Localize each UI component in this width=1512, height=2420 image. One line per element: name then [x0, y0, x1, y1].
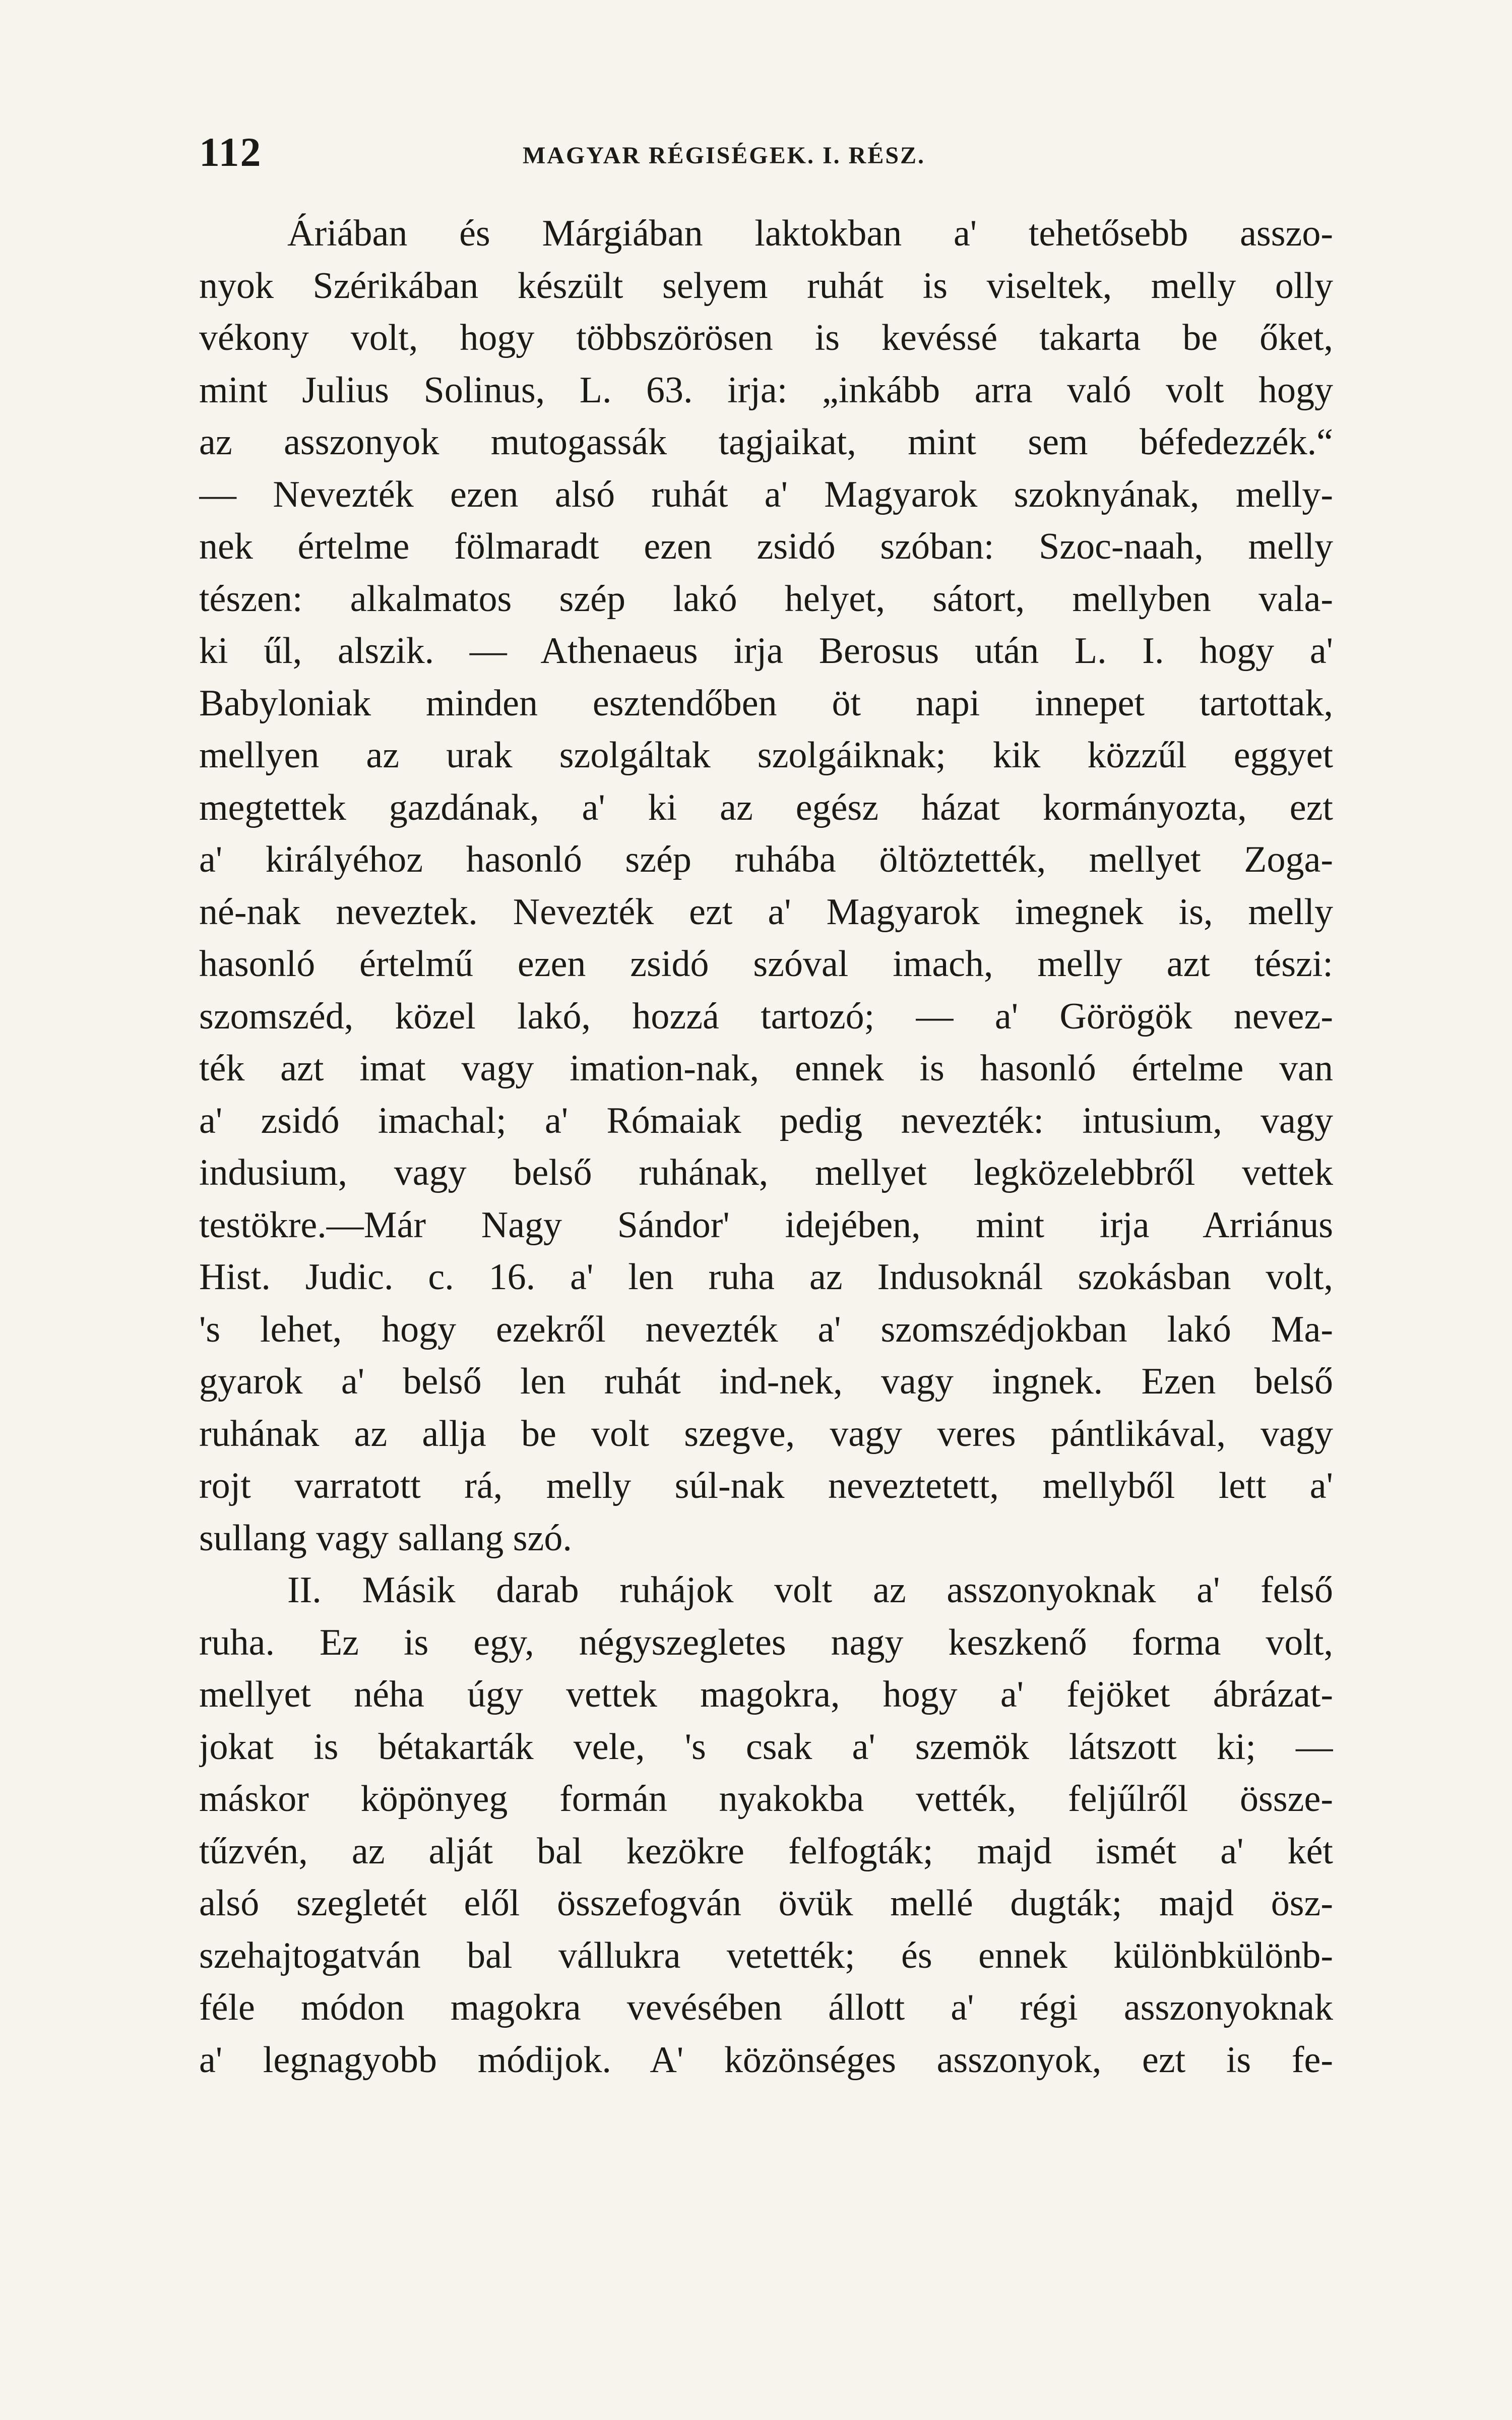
text-line: ték azt imat vagy imation-nak, ennek is hasonló értelme van	[199, 1048, 1333, 1089]
text-line: ki űl, alszik. — Athenaeus irja Berosus után L. I. hogy a'	[199, 630, 1333, 672]
text-line: megtettek gazdának, a' ki az egész házat kormányozta, ezt	[199, 786, 1333, 828]
page-number: 112	[199, 129, 262, 175]
text-line: alsó szegletét elől összefogván övük mellé dugták; majd ösz-	[199, 1883, 1333, 1924]
text-line: ruha. Ez is egy, négyszegletes nagy keszkenő forma volt,	[199, 1621, 1333, 1663]
text-line: vékony volt, hogy többszörösen is kevéssé takarta be őket,	[199, 317, 1333, 358]
page-header	[199, 129, 1358, 184]
text-line: mellyen az urak szolgáltak szolgáiknak; kik közzűl eggyet	[199, 735, 1333, 776]
text-line: máskor köpönyeg formán nyakokba vették, feljűlről össze-	[199, 1778, 1333, 1820]
text-line: féle módon magokra vevésében állott a' régi asszonyoknak	[199, 1987, 1333, 2028]
text-line: rojt varratott rá, melly súl-nak neveztetett, mellyből lett a'	[199, 1465, 1333, 1506]
text-line: Hist. Judic. c. 16. a' len ruha az Indusoknál szokásban volt,	[199, 1256, 1333, 1298]
text-line: mellyet néha úgy vettek magokra, hogy a' fejöket ábrázat-	[199, 1674, 1333, 1715]
text-line: — Nevezték ezen alsó ruhát a' Magyarok szoknyának, melly-	[199, 473, 1333, 515]
text-line: jokat is bétakarták vele, 's csak a' szemök látszott ki; —	[199, 1726, 1333, 1768]
text-line: né-nak neveztek. Nevezték ezt a' Magyarok imegnek is, melly	[199, 891, 1333, 933]
text-line: tűzvén, az alját bal kezökre felfogták; majd ismét a' két	[199, 1830, 1333, 1872]
text-line: szehajtogatván bal vállukra vetették; és ennek különbkülönb-	[199, 1934, 1333, 1976]
text-line: nyok Szérikában készült selyem ruhát is viseltek, melly olly	[199, 265, 1333, 307]
text-line: hasonló értelmű ezen zsidó szóval imach, melly azt tészi:	[199, 943, 1333, 985]
text-line: mint Julius Solinus, L. 63. irja: „inkább arra való volt hogy	[199, 369, 1333, 411]
text-line: tészen: alkalmatos szép lakó helyet, sátort, mellyben vala-	[199, 578, 1333, 620]
text-line: ruhának az allja be volt szegve, vagy veres pántlikával, vagy	[199, 1413, 1333, 1455]
text-line: a' legnagyobb módijok. A' közönséges asszonyok, ezt is fe-	[199, 2039, 1333, 2081]
body-text	[199, 208, 1333, 2086]
text-line: az asszonyok mutogassák tagjaikat, mint sem béfedezzék.“	[199, 421, 1333, 463]
text-line: gyarok a' belső len ruhát ind-nek, vagy ingnek. Ezen belső	[199, 1361, 1333, 1402]
running-head: MAGYAR RÉGISÉGEK. I. RÉSZ.	[523, 142, 926, 169]
text-line: szomszéd, közel lakó, hozzá tartozó; — a' Görögök nevez-	[199, 995, 1333, 1037]
text-line: Áriában és Márgiában laktokban a' tehetősebb asszo-	[287, 213, 1333, 254]
text-line: 's lehet, hogy ezekről nevezték a' szomszédjokban lakó Ma-	[199, 1308, 1333, 1350]
text-line: a' zsidó imachal; a' Rómaiak pedig nevezték: intusium, vagy	[199, 1100, 1333, 1141]
text-line: testökre.—Már Nagy Sándor' idejében, mint irja Arriánus	[199, 1204, 1333, 1246]
text-line: sullang vagy sallang szó.	[199, 1517, 572, 1559]
text-line: Babyloniak minden esztendőben öt napi innepet tartottak,	[199, 682, 1333, 724]
text-line: II. Másik darab ruhájok volt az asszonyoknak a' felső	[287, 1569, 1333, 1611]
text-line: indusium, vagy belső ruhának, mellyet legközelebbről vettek	[199, 1152, 1333, 1193]
text-line: a' királyéhoz hasonló szép ruhába öltöztették, mellyet Zoga-	[199, 839, 1333, 880]
text-line: nek értelme fölmaradt ezen zsidó szóban: Szoc-naah, melly	[199, 526, 1333, 567]
